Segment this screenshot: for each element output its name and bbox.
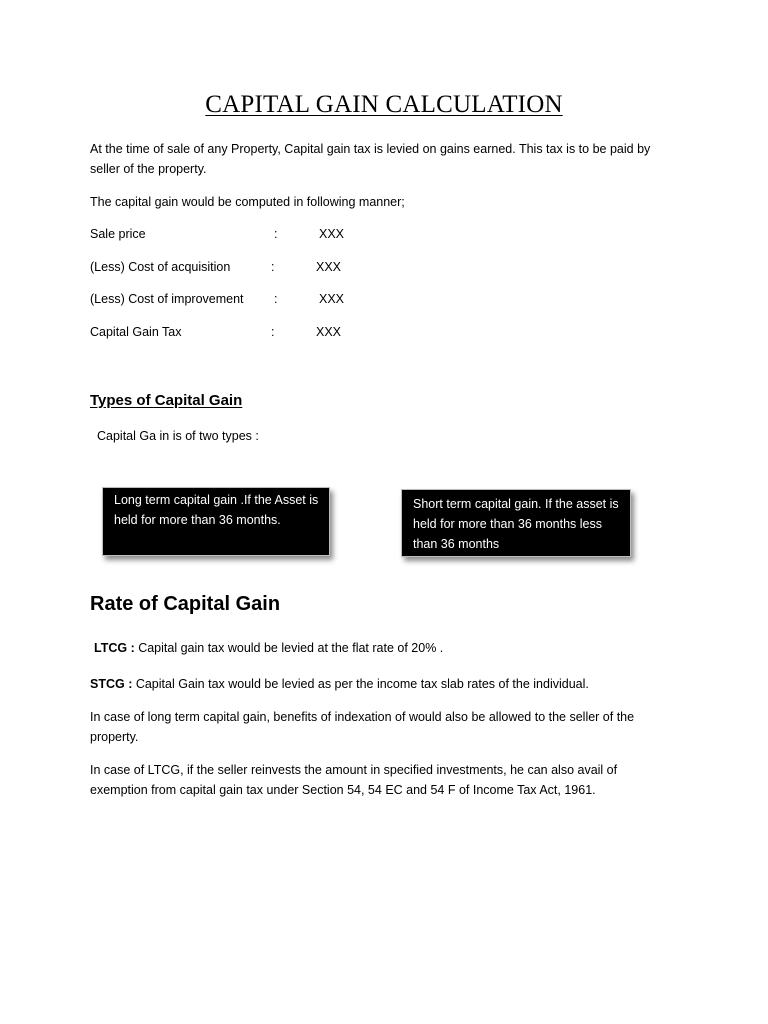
types-heading: Types of Capital Gain xyxy=(90,392,243,409)
calc-value: XXX xyxy=(319,227,345,241)
calc-label: Capital Gain Tax xyxy=(90,325,182,339)
stcg-text: Capital Gain tax would be levied as per the income tax slab rates of the individual. xyxy=(132,677,589,691)
short-term-text: Short term capital gain. If the asset is held for more than 36 months less than 36 months xyxy=(413,497,619,551)
exemption-paragraph: In case of LTCG, if the seller reinvests the amount in specified investments, he can also avail of exemption from capital gain tax under Section 54, 54 EC and 54 F of Income Tax Act, 1961. xyxy=(90,763,618,797)
calc-colon: : xyxy=(274,292,278,306)
calc-value: XXX xyxy=(316,260,342,274)
types-intro: Capital Ga in is of two types : xyxy=(97,429,259,443)
page-title: CAPITAL GAIN CALCULATION xyxy=(205,91,563,118)
ltcg-paragraph xyxy=(94,638,674,658)
indexation-paragraph: In case of long term capital gain, benefits of indexation of would also be allowed to the seller of the property. xyxy=(90,710,635,744)
ltcg-label: LTCG : xyxy=(94,641,135,655)
computation-intro: The capital gain would be computed in following manner; xyxy=(90,195,405,209)
calc-label: Sale price xyxy=(90,227,146,241)
rate-heading: Rate of Capital Gain xyxy=(90,593,281,615)
ltcg-text: Capital gain tax would be levied at the flat rate of 20% . xyxy=(134,641,444,655)
calc-value: XXX xyxy=(316,325,342,339)
stcg-label: STCG : xyxy=(90,677,133,691)
calc-colon: : xyxy=(271,325,275,339)
calc-label: (Less) Cost of improvement xyxy=(90,292,244,306)
calc-value: XXX xyxy=(319,292,345,306)
stcg-paragraph xyxy=(90,674,670,694)
calc-colon: : xyxy=(271,260,275,274)
calc-label: (Less) Cost of acquisition xyxy=(90,260,231,274)
calc-colon: : xyxy=(274,227,278,241)
long-term-text: Long term capital gain .If the Asset is held for more than 36 months. xyxy=(114,493,319,527)
intro-paragraph: At the time of sale of any Property, Capital gain tax is levied on gains earned. This tax is to be paid by seller of the property. xyxy=(90,142,651,176)
short-term-box xyxy=(401,489,631,557)
long-term-box xyxy=(102,487,330,556)
